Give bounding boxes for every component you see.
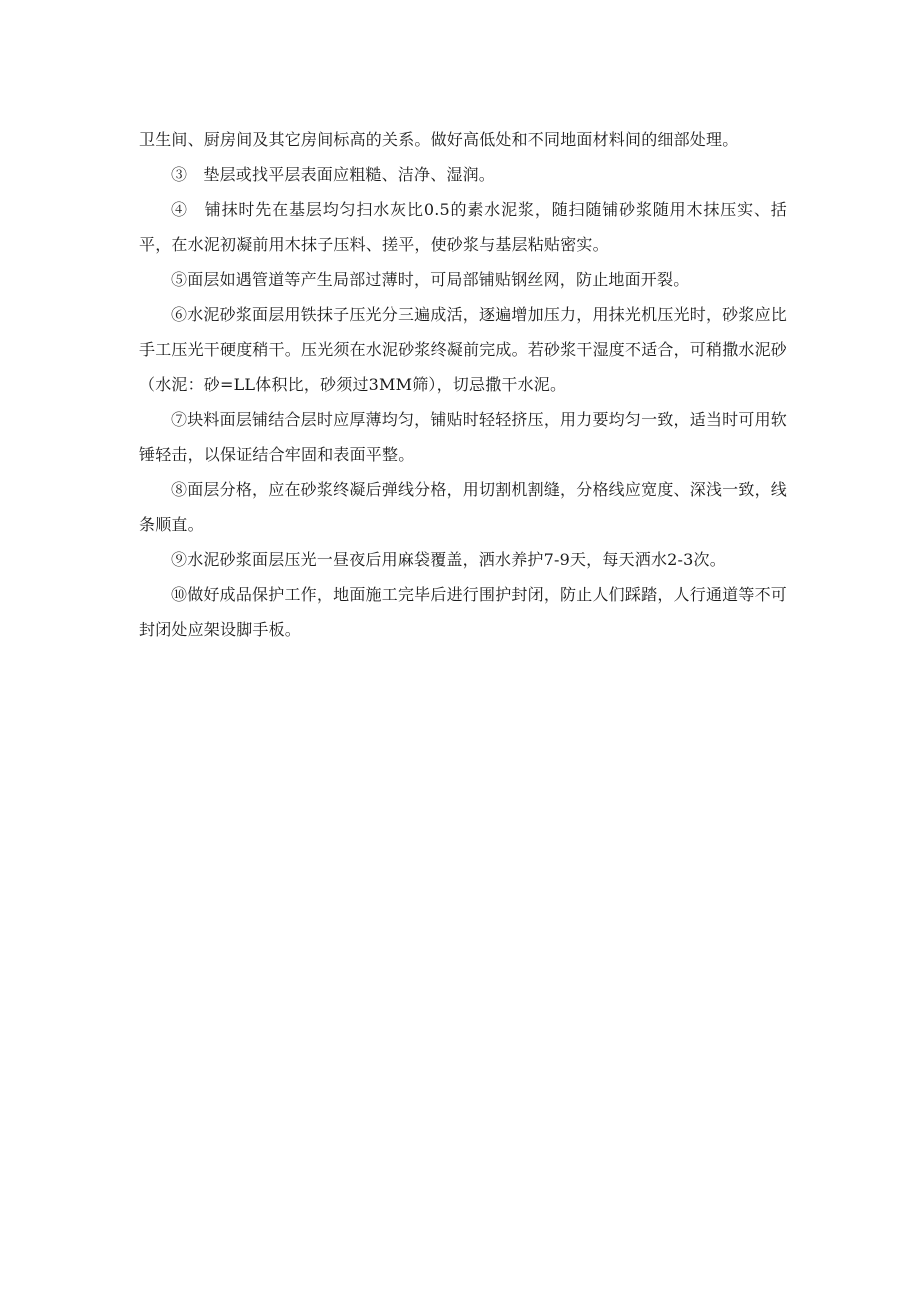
paragraph-item-3: ③ 垫层或找平层表面应粗糙、洁净、湿润。 bbox=[171, 165, 496, 184]
paragraph-item-7: ⑦块料面层铺结合层时应厚薄均匀，铺贴时轻轻挤压，用力要均匀一致，适当时可用软锤轻击，以保证结合牢固和表面平整。 bbox=[139, 410, 787, 464]
paragraph-item-10: ⑩做好成品保护工作，地面施工完毕后进行围护封闭，防止人们踩踏，人行通道等不可封闭处应架设脚手板。 bbox=[139, 585, 787, 639]
paragraph-item-8: ⑧面层分格，应在砂浆终凝后弹线分格，用切割机割缝，分格线应宽度、深浅一致，线条顺直。 bbox=[139, 480, 787, 534]
paragraph-item-5: ⑤面层如遇管道等产生局部过薄时，可局部铺贴钢丝网，防止地面开裂。 bbox=[171, 270, 690, 289]
paragraph-item-6: ⑥水泥砂浆面层用铁抹子压光分三遍成活，逐遍增加压力，用抹光机压光时，砂浆应比手工压光干硬度稍干。压光须在水泥砂浆终凝前完成。若砂浆干湿度不适合，可稍撒水泥砂（水泥：砂=LL体积比，砂须过3MM筛），切忌撒干水泥。 bbox=[139, 305, 788, 394]
paragraph-item-4: ④ 铺抹时先在基层均匀扫水灰比0.5的素水泥浆，随扫随铺砂浆随用木抹压实、括平，在水泥初凝前用木抹子压料、搓平，使砂浆与基层粘贴密实。 bbox=[139, 200, 787, 254]
document-body bbox=[139, 122, 787, 647]
paragraph-continuation: 卫生间、厨房间及其它房间标高的关系。做好高低处和不同地面材料间的细部处理。 bbox=[139, 130, 739, 149]
paragraph-item-9: ⑨水泥砂浆面层压光一昼夜后用麻袋覆盖，洒水养护7-9天，每天洒水2-3次。 bbox=[171, 550, 726, 569]
